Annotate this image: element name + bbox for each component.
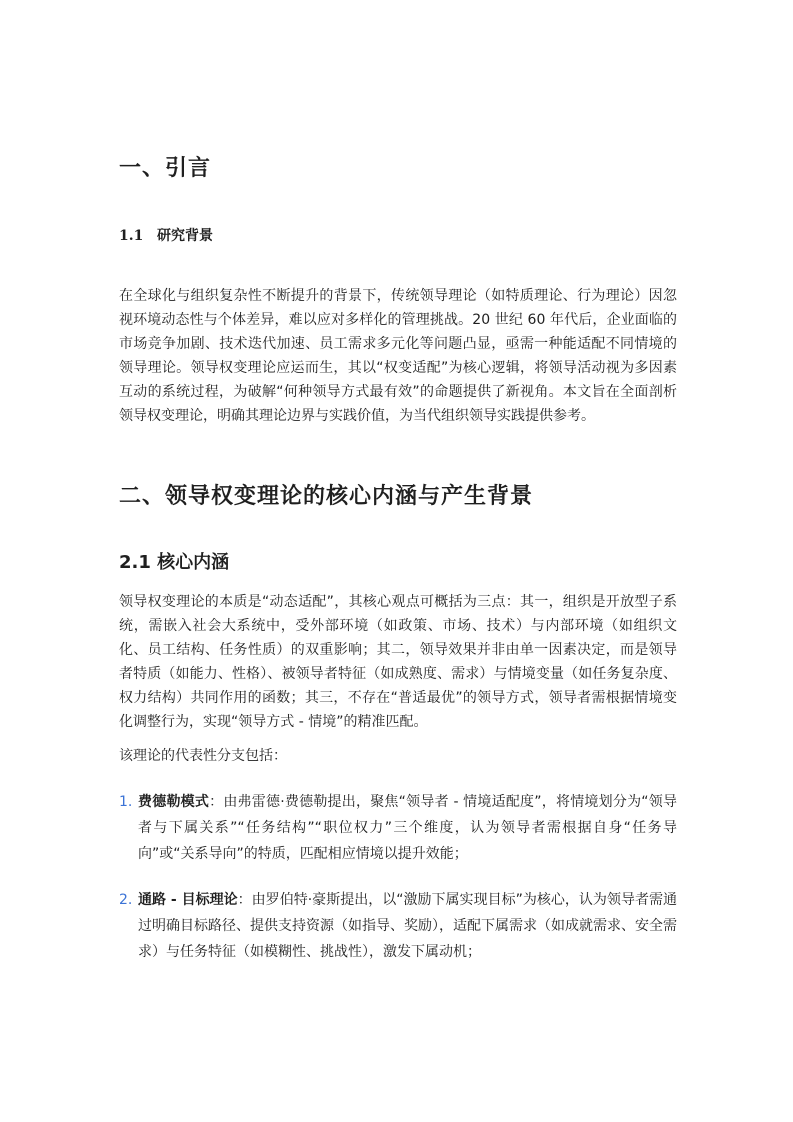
list-item-number: 1. — [119, 794, 133, 810]
list-item-term: 费德勒模式 — [138, 794, 210, 810]
background-paragraph: 在全球化与组织复杂性不断提升的背景下，传统领导理论（如特质理论、行为理论）因忽视环境动态性与个体差异，难以应对多样化的管理挑战。20 世纪 60 年代后，企业面临的市场竞争加剧、技术迭代加速、员工需求多元化等问题凸显，亟需一种能适配不同情境的领导理论。领导权变理论应运而生，其以“权变适配”为核心逻辑，将领导活动视为多因素互动的系统过程，为破解“何种领导方式最有效”的命题提供了新视角。本文旨在全面剖析领导权变理论，明确其理论边界与实践价值，为当代组织领导实践提供参考。 — [119, 288, 677, 424]
list-item-term: 通路 - 目标理论 — [138, 892, 238, 908]
subsection-heading-core-connotation: 2.1 核心内涵 — [119, 552, 230, 573]
list-item — [119, 789, 677, 867]
list-item-description: ：由罗伯特·豪斯提出，以“激励下属实现目标”为核心，认为领导者需通过明确目标路径、提供支持资源（如指导、奖励），适配下属需求（如成就需求、安全需求）与任务特征（如模糊性、挑战性），激发下属动机； — [138, 892, 677, 960]
subsection-heading-research-background — [119, 225, 213, 245]
list-item-number: 2. — [119, 892, 133, 908]
core-connotation-paragraph: 领导权变理论的本质是“动态适配”，其核心观点可概括为三点：其一，组织是开放型子系统，需嵌入社会大系统中，受外部环境（如政策、市场、技术）与内部环境（如组织文化、员工结构、任务性质）的双重影响；其二，领导效果并非由单一因素决定，而是领导者特质（如能力、性格）、被领导者特征（如成熟度、需求）与情境变量（如任务复杂度、权力结构）共同作用的函数；其三，不存在“普适最优”的领导方式，领导者需根据情境变化调整行为，实现“领导方式 - 情境”的精准匹配。 — [119, 594, 677, 730]
subsection-title: 研究背景 — [157, 228, 213, 244]
section-heading-introduction: 一、引言 — [119, 156, 212, 181]
list-item-text — [138, 887, 677, 965]
list-item-text — [138, 789, 677, 867]
section-heading-core-connotation: 二、领导权变理论的核心内涵与产生背景 — [119, 484, 534, 509]
branches-intro: 该理论的代表性分支包括： — [119, 748, 287, 764]
list-item — [119, 887, 677, 965]
list-item-description: ：由弗雷德·费德勒提出，聚焦“领导者 - 情境适配度”，将情境划分为“领导者与下属关系”“任务结构”“职位权力”三个维度，认为领导者需根据自身“任务导向”或“关系导向”的特质，匹配相应情境以提升效能； — [138, 794, 677, 862]
subsection-number: 1.1 — [119, 228, 144, 244]
